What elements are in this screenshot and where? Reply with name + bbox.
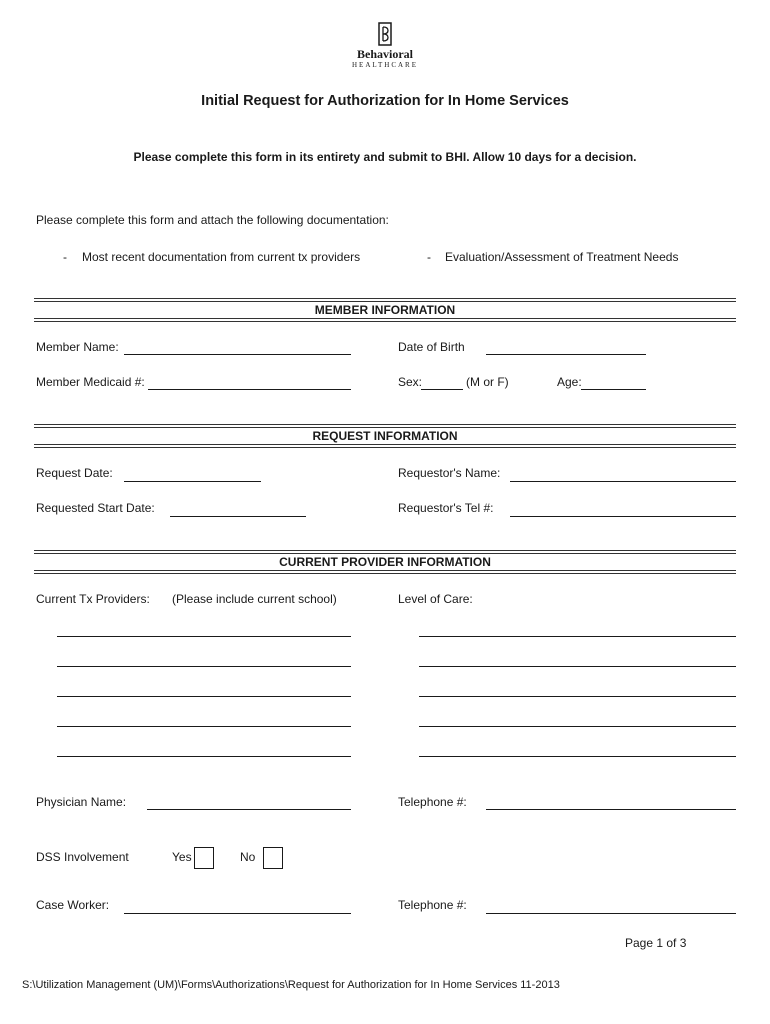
provider-line-field[interactable] [57,756,351,757]
sex-label: Sex: [398,375,423,389]
doc-item-2: Evaluation/Assessment of Treatment Needs [445,250,679,264]
level-of-care-line-field[interactable] [419,726,736,727]
doc-item-dash: - [427,250,431,264]
level-of-care-line-field[interactable] [419,756,736,757]
requestor-tel-label: Requestor's Tel #: [398,501,494,515]
page-number: Page 1 of 3 [625,936,687,950]
request-date-field[interactable] [124,481,261,482]
requestor-name-label: Requestor's Name: [398,466,501,480]
logo-brand-line2: HEALTHCARE [351,61,419,69]
physician-name-field[interactable] [147,809,351,810]
logo [345,22,425,72]
member-section-heading: MEMBER INFORMATION [314,303,456,317]
case-worker-telephone-label: Telephone #: [398,898,467,912]
physician-name-label: Physician Name: [36,795,127,809]
dob-field[interactable] [486,354,646,355]
case-worker-telephone-field[interactable] [486,913,736,914]
provider-line-field[interactable] [57,726,351,727]
current-providers-label: Current Tx Providers: [36,592,150,606]
provider-line-field[interactable] [57,696,351,697]
start-date-label: Requested Start Date: [36,501,155,515]
sex-hint: (M or F) [466,375,509,389]
provider-line-field[interactable] [57,666,351,667]
doc-item-1: Most recent documentation from current tx providers [82,250,361,264]
level-of-care-line-field[interactable] [419,696,736,697]
request-section-heading: REQUEST INFORMATION [312,429,458,443]
medicaid-label: Member Medicaid #: [36,375,145,389]
provider-section-heading: CURRENT PROVIDER INFORMATION [279,555,491,569]
age-label: Age: [557,375,582,389]
dss-yes-checkbox[interactable] [194,847,214,869]
age-field[interactable] [581,389,646,390]
dob-label: Date of Birth [398,340,465,354]
physician-telephone-field[interactable] [486,809,736,810]
start-date-field[interactable] [170,516,306,517]
case-worker-field[interactable] [124,913,351,914]
sex-field[interactable] [421,389,463,390]
intro-text: Please complete this form and attach the following documentation: [36,213,389,227]
logo-brand-line1: Behavioral [357,47,413,61]
level-of-care-line-field[interactable] [419,636,736,637]
dss-no-checkbox[interactable] [263,847,283,869]
dss-involvement-label: DSS Involvement [36,850,129,864]
dss-no-label: No [240,850,256,864]
provider-line-field[interactable] [57,636,351,637]
logo-mark-icon [377,22,393,46]
page-subtitle: Please complete this form in its entirety and submit to BHI. Allow 10 days for a decision. [133,150,637,164]
level-of-care-label: Level of Care: [398,592,473,606]
footer-file-path: S:\Utilization Management (UM)\Forms\Authorizations\Request for Authorization for In Home Services 11-2013 [22,979,560,991]
request-date-label: Request Date: [36,466,113,480]
dss-yes-label: Yes [172,850,192,864]
level-of-care-line-field[interactable] [419,666,736,667]
page-title: Initial Request for Authorization for In Home Services [201,93,569,109]
doc-item-dash: - [63,250,67,264]
member-name-label: Member Name: [36,340,119,354]
member-name-field[interactable] [124,354,351,355]
providers-hint: (Please include current school) [172,592,337,606]
requestor-tel-field[interactable] [510,516,736,517]
case-worker-label: Case Worker: [36,898,110,912]
physician-telephone-label: Telephone #: [398,795,467,809]
requestor-name-field[interactable] [510,481,736,482]
medicaid-field[interactable] [148,389,351,390]
